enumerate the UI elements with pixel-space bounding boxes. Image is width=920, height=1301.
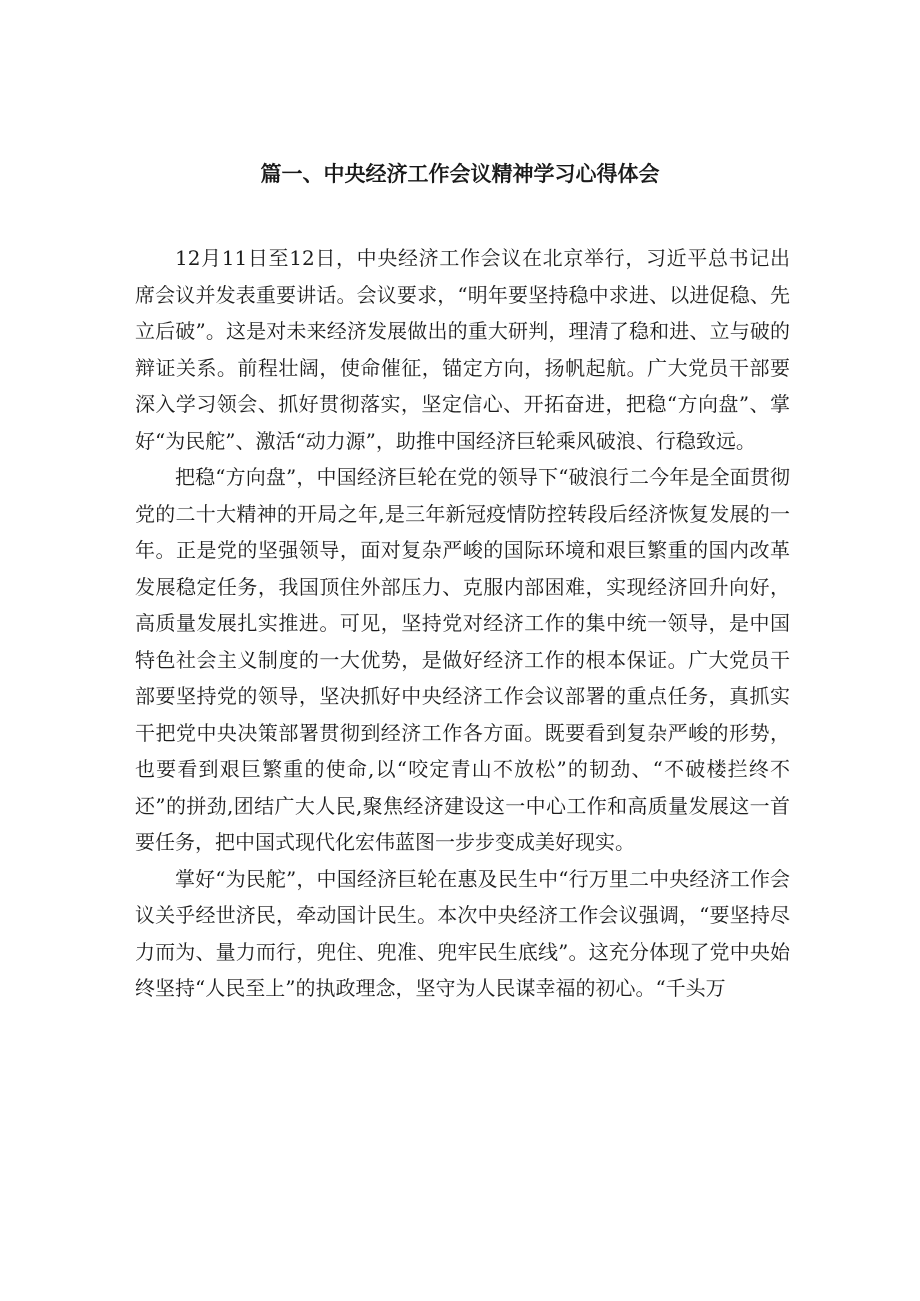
document-body bbox=[135, 240, 790, 1007]
paragraph: 12月11日至12日，中央经济工作会议在北京举行，习近平总书记出席会议并发表重要讲话。会议要求，“明年要坚持稳中求进、以进促稳、先立后破”。这是对未来经济发展做出的重大研判，理清了稳和进、立与破的辩证关系。前程壮阔，使命催征，锚定方向，扬帆起航。广大党员干部要深入学习领会、抓好贯彻落实，坚定信心、开拓奋进，把稳“方向盘”、掌好“为民舵”、激活“动力源”，助推中国经济巨轮乘风破浪、行稳致远。 bbox=[135, 246, 790, 453]
document-title: 篇一、中央经济工作会议精神学习心得体会 bbox=[260, 162, 660, 186]
paragraph: 掌好“为民舵”，中国经济巨轮在惠及民生中“行万里二中央经济工作会议关乎经世济民，牵动国计民生。本次中央经济工作会议强调，“要坚持尽力而为、量力而行，兜住、兜准、兜牢民生底线”。这充分体现了党中央始终坚持“人民至上”的执政理念，坚守为人民谋幸福的初心。“千头万 bbox=[135, 866, 790, 1000]
paragraph: 把稳“方向盘”，中国经济巨轮在党的领导下“破浪行二今年是全面贯彻党的二十大精神的开局之年,是三年新冠疫情防控转段后经济恢复发展的一年。正是党的坚强领导，面对复杂严峻的国际环境和艰巨繁重的国内改革发展稳定任务，我国顶住外部压力、克服内部困难，实现经济回升向好，高质量发展扎实推进。可见，坚持党对经济工作的集中统一领导，是中国特色社会主义制度的一大优势，是做好经济工作的根本保证。广大党员干部要坚持党的领导，坚决抓好中央经济工作会议部署的重点任务，真抓实干把党中央决策部署贯彻到经济工作各方面。既要看到复杂严峻的形势，也要看到艰巨繁重的使命,以“咬定青山不放松”的韧劲、“不破楼拦终不还”的拼劲,团结广大人民,聚焦经济建设这一中心工作和高质量发展这一首要任务，把中国式现代化宏伟蓝图一步步变成美好现实。 bbox=[135, 465, 790, 854]
